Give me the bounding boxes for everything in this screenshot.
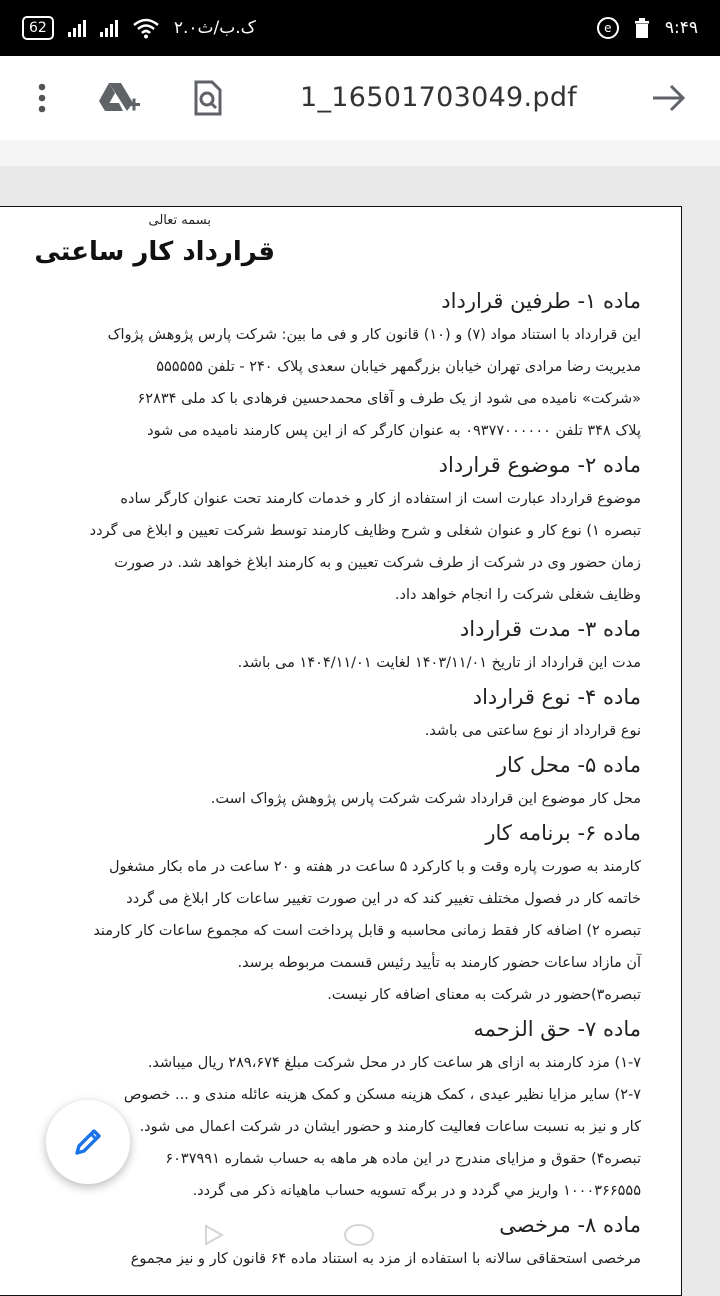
article-title: ماده ۴- نوع قرارداد	[472, 685, 641, 709]
article-line: وظایف شغلی شرکت را انجام خواهد داد.	[394, 587, 641, 603]
nav-back-icon	[200, 1222, 226, 1248]
article-line: ۱-۷) مزد کارمند به ازای هر ساعت کار در محل شرکت مبلغ ۲۸۹،۶۷۴ ریال میباشد.	[147, 1055, 641, 1071]
network-speed: ۲.۰ک.ب/ث	[173, 18, 256, 38]
signal-icon	[68, 19, 86, 37]
article-line: تبصره ۲) اضافه کار فقط زمانی محاسبه و قابل پرداخت است که مجموع ساعات کار کارمند	[93, 923, 641, 939]
article-line: محل کار موضوع این قرارداد شرکت شرکت پارس پژوهش پژواک است.	[210, 791, 641, 807]
article-line: مدت این قرارداد از تاریخ ۱۴۰۳/۱۱/۰۱ لغایت ۱۴۰۴/۱۱/۰۱ می باشد.	[237, 655, 641, 671]
article-line: تبصره ۱) نوع کار و عنوان شغلی و شرح وظایف کارمند توسط شرکت تعیین و ابلاغ می گردد	[89, 523, 641, 539]
article-line: تبصره۳)حضور در شرکت به معنای اضافه کار نیست.	[327, 987, 641, 1003]
battery-indicator	[22, 16, 54, 40]
clock: ۹:۴۹	[664, 18, 698, 38]
add-to-drive-button[interactable]	[96, 78, 142, 118]
article-line: تبصره۴) حقوق و مزایای مندرج در این ماده هر ماهه به حساب شماره ۶۰۳۷۹۹۱	[165, 1151, 641, 1167]
article-title: ماده ۸- مرخصی	[499, 1213, 641, 1237]
trash-icon	[633, 18, 651, 38]
article-line: کار و نیز به نسبت ساعات فعالیت کارمند و حضور ایشان در شرکت اعمال می شود.	[139, 1119, 641, 1135]
article-line: مرخصی استحقاقی سالانه با استفاده از مزد به استناد ماده ۶۴ قانون کار و نیز مجموع	[130, 1251, 641, 1267]
battery-level: 62	[29, 20, 47, 36]
article-title: ماده ۳- مدت قرارداد	[459, 617, 641, 641]
article-line: این قرارداد با استناد مواد (۷) و (۱۰) قانون کار و فی ما بین: شرکت پارس پژوهش پژواک	[107, 327, 641, 343]
edit-fab[interactable]	[46, 1100, 130, 1184]
signal-icon-2	[100, 19, 118, 37]
article-line: موضوع قرارداد عبارت است از استفاده از کار و خدمات کارمند تحت عنوان کارگر ساده	[120, 491, 641, 507]
more-options-button[interactable]	[24, 80, 60, 116]
app-notification-icon: e	[597, 17, 619, 39]
article-line: پلاک ۳۴۸ تلفن ۰۹۳۷۷۰۰۰۰۰۰ به عنوان کارگر که از این پس کارمند نامیده می شود	[147, 423, 641, 439]
toolbar-divider-band	[0, 140, 720, 166]
drive-add-icon	[97, 81, 141, 115]
article-line: خاتمه کار در فصول مختلف تغییر کند که در این صورت تغییر ساعات کار ابلاغ می گردد	[126, 891, 641, 907]
find-in-document-button[interactable]	[188, 78, 228, 118]
article-title: ماده ۶- برنامه کار	[485, 821, 641, 845]
contract-heading: قرارداد کار ساعتی	[34, 237, 275, 267]
article-title: ماده ۷- حق الزحمه	[473, 1017, 641, 1041]
article-line: کارمند به صورت پاره وقت و با کارکرد ۵ ساعت در هفته و ۲۰ ساعت در ماه بکار مشغول	[108, 859, 641, 875]
document-title: 1_16501703049.pdf	[300, 82, 578, 113]
article-line: زمان حضور وی در شرکت از طرف شرکت تعیین و به کارمند ابلاغ خواهد شد. در صورت	[114, 555, 641, 571]
article-line: ۲-۷) سایر مزایا نظیر عیدی ، کمک هزینه مسکن و کمک هزینه عائله مندی و ... خصوص	[123, 1087, 641, 1103]
besmellah-text: بسمه تعالی	[148, 213, 211, 228]
article-line: «شرکت» نامیده می شود از یک طرف و آقای محمدحسین فرهادی با کد ملی ۶۲۸۳۴	[137, 391, 641, 407]
article-title: ماده ۱- طرفین قرارداد	[441, 289, 641, 313]
article-title: ماده ۵- محل کار	[496, 753, 641, 777]
nav-home-icon	[342, 1222, 376, 1248]
article-line: آن مازاد ساعات حضور کارمند به تأیید رئیس قسمت مربوطه برسد.	[237, 955, 641, 971]
find-in-page-icon	[192, 80, 224, 116]
pencil-icon	[71, 1125, 105, 1159]
article-line: مدیریت رضا مرادی تهران خیابان بزرگمهر خیابان سعدی پلاک ۲۴۰ - تلفن ۵۵۵۵۵۵	[156, 359, 641, 375]
back-button[interactable]	[648, 80, 688, 116]
more-vert-icon	[37, 83, 47, 113]
wifi-icon	[132, 17, 160, 39]
app-toolbar	[0, 56, 720, 141]
arrow-forward-icon	[651, 84, 685, 112]
article-title: ماده ۲- موضوع قرارداد	[438, 453, 641, 477]
status-bar	[0, 0, 720, 56]
article-line: نوع قرارداد از نوع ساعتی می باشد.	[424, 723, 641, 739]
article-line: ۱۰۰۰۳۶۶۵۵۵ واریز مي گردد و در برگه تسویه حساب ماهیانه ذکر می گردد.	[192, 1183, 641, 1199]
